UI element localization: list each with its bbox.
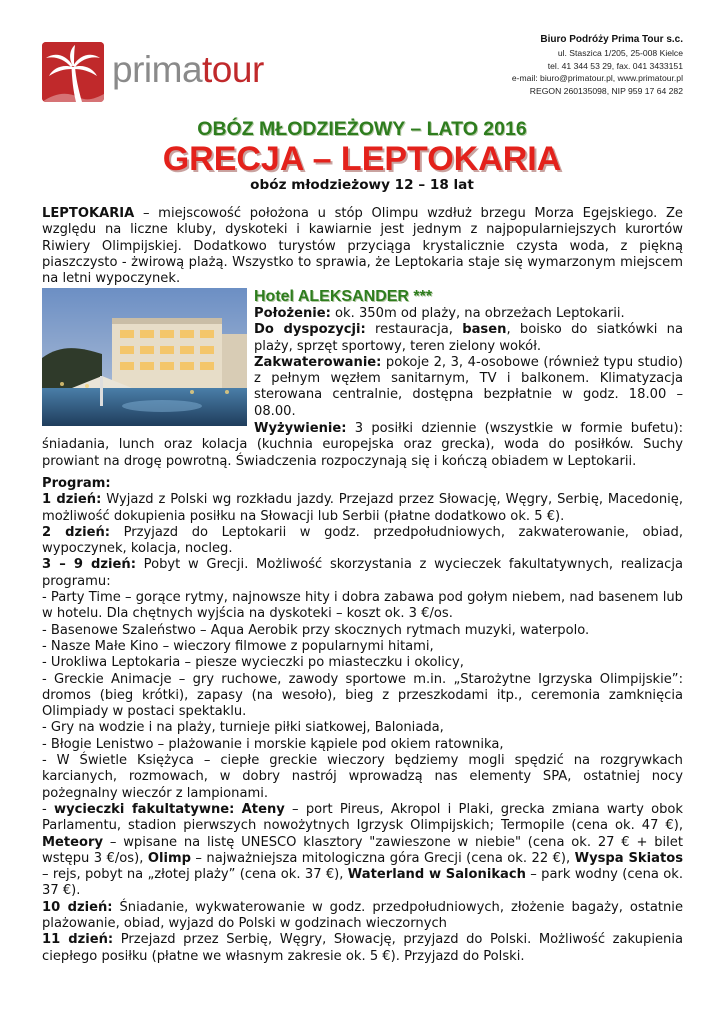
day-3-9-text: Pobyt w Grecji. Możliwość skorzystania z wycieczek fakultatywnych, realizacja programu: [42, 557, 683, 589]
hotel-rooms-label: Zakwaterowanie: [254, 354, 382, 370]
list-item: - Nasze Małe Kino – wieczory filmowe z popularnymi hitami, [42, 638, 434, 654]
excursions-label: wycieczki fakultatywne: [53, 801, 235, 817]
hotel-photo [42, 288, 247, 426]
optional-excursions [42, 802, 683, 900]
hotel-meals [42, 421, 683, 470]
day-10-text: Śniadanie, wykwaterowanie w godz. przedpołudniowych, złożenie bagaży, ostatnie plażowanie, obiad, wyjazd do Polski w godzinach wieczornych [42, 899, 683, 932]
day-10-label: 10 dzień: [42, 899, 113, 915]
day-1-label: 1 dzień: [42, 492, 102, 508]
excursion-ateny-label: Ateny [241, 801, 285, 817]
intro-place: LEPTOKARIA [42, 206, 135, 221]
program-heading-text: Program: [42, 476, 111, 491]
logo-wordmark [112, 48, 264, 92]
logo-word-tour: tour [202, 49, 264, 90]
hotel-rooms-text: pokoje 2, 3, 4-osobowe (również typu studio) z pełnym węzłem sanitarnym, TV i balkonem. Klimatyzacja sterowana centralnie, dostępna bezpłatnie w godz. 18.00 – 08.00. [254, 354, 683, 419]
hotel-location [254, 306, 683, 322]
hotel-location-text: ok. 350m od plaży, na obrzeżach Leptokarii. [330, 306, 625, 321]
day-2-text: Przyjazd do Leptokarii w godz. przedpołudniowych, zakwaterowanie, obiad, wypoczynek, kolacja, nocleg. [42, 524, 683, 557]
hotel-rooms [254, 355, 683, 420]
list-item: - Party Time – gorące rytmy, najnowsze hity i dobra zabawa pod gołym niebem, nad basenem lub w hotelu. Dla chętnych wyjścia na dyskoteki – koszt ok. 3 €/os. [42, 590, 683, 622]
excursion-waterland-label: Waterland w Salonikach [347, 867, 526, 883]
hotel-meals-label: Wyżywienie: [254, 421, 347, 436]
program-day-2 [42, 525, 683, 558]
hotel-facilities-text-a: restauracja, [365, 322, 463, 338]
excursion-meteory-text: – wpisane na listę UNESCO klasztory "zawieszone w niebie" (cena ok. 27 € + bilet wstępu 3 €/os), [42, 834, 683, 866]
excursions-prefix: - [42, 801, 54, 817]
day-11-text: Przejazd przez Serbię, Węgry, Słowację, przyjazd do Polski. Możliwość zakupienia ciepłego posiłku (płatne we własnym zakresie ok. 5 €). Przyjazd do Polski. [42, 932, 684, 964]
hotel-location-label: Położenie: [254, 306, 331, 321]
age-range: obóz młodzieżowy 12 – 18 lat [250, 177, 474, 193]
company-name: Biuro Podróży Prima Tour s.c. [540, 34, 683, 45]
primatour-logo [42, 42, 274, 102]
list-item: - Gry na wodzie i na plaży, turnieje piłki siatkowej, Baloniada, [42, 720, 444, 736]
day-3-9-label: 3 – 9 dzień: [42, 557, 136, 573]
program-day-3-9 [42, 557, 683, 590]
excursion-olimp-label: Olimp [147, 850, 191, 866]
excursion-ateny-text: – port Pireus, Akropol i Plaki, grecka zmiana warty obok Parlamentu, stadion pierwszych nowożytnych Igrzysk Olimpijskich; Termopile (cena ok. 47 €), [42, 801, 684, 834]
day-1-text: Wyjazd z Polski wg rozkładu jazdy. Przejazd przez Słowację, Węgry, Serbię, Macedonię, możliwość dokupienia posiłku na Słowacji lub Serbii (płatne dodatkowo ok. 5 €). [42, 492, 683, 524]
intro-text: – miejscowość położona u stóp Olimpu wzdłuż brzegu Morza Egejskiego. Ze względu na liczne kluby, dyskoteki i kawiarnie jest jednym z najpopularniejszych kurortów Riwiery Olimpijskiej. Dodatkowo turystów przyciąga krystalicznie czysta woda, z piękną piaszczysto - żwirową plażą. Wszystko to sprawia, że Leptokaria staje się wymarzonym miejscem na letni wypoczynek. [42, 206, 683, 287]
hotel-meals-text: 3 posiłki dziennie (wszystkie w formie bufetu): śniadania, lunch oraz kolacja (kuchnia europejska oraz grecka), woda do posiłków. Suchy prowiant na drogę powrotną. Świadczenia rozpoczynają się i kończą obiadem w Leptokarii. [42, 421, 683, 469]
offer-heading [0, 117, 724, 194]
excursion-skiatos-label: Wyspa Skiatos [574, 850, 683, 866]
program-heading [42, 476, 683, 492]
day-11-label: 11 dzień: [42, 932, 114, 948]
company-contact [512, 33, 683, 97]
day-2-label: 2 dzień: [42, 524, 111, 540]
hotel-facilities-pool: basen [462, 322, 507, 338]
intro-paragraph [42, 206, 683, 287]
list-item: - Urokliwa Leptokaria – piesze wycieczki po miasteczku i okolicy, [42, 655, 464, 671]
company-email: e-mail: biuro@primatour.pl, www.primatour.pl [511, 73, 683, 83]
company-address: ul. Staszica 1/205, 25-008 Kielce [557, 48, 683, 58]
program-section [42, 476, 683, 965]
company-regon: REGON 260135098, NIP 959 17 64 282 [529, 85, 683, 96]
excursion-olimp-text: – najważniejsza mitologiczna góra Grecji (cena ok. 22 €), [190, 850, 575, 866]
hotel-section [254, 287, 683, 420]
excursion-skiatos-text: – rejs, pobyt na „złotej plaży” (cena ok. 37 €), [42, 867, 348, 883]
list-item: - Greckie Animacje – gry ruchowe, zawody sportowe m.in. „Starożytne Igrzyska Olimpijskie”: dromos (bieg krótki), zapasy (na wesoło), bieg z przeszkodami itp., ceremonia zamknięcia Olimpiady w postaci spektaklu. [42, 671, 683, 720]
offer-subtitle: OBÓZ MŁODZIEŻOWY – LATO 2016 [197, 118, 527, 140]
offer-title: GRECJA – LEPTOKARIA [162, 140, 562, 178]
program-day-1 [42, 492, 683, 525]
hotel-facilities [254, 322, 683, 355]
program-day-11 [42, 932, 683, 965]
company-phone: tel. 41 344 53 29, fax. 041 3433151 [547, 60, 683, 71]
hotel-name: Hotel ALEKSANDER *** [254, 288, 433, 305]
list-item: - Basenowe Szaleństwo – Aqua Aerobik przy skocznych rytmach muzyki, waterpolo. [42, 622, 590, 638]
excursion-waterland-text: – park wodny (cena ok. 37 €). [42, 867, 684, 899]
palm-tree-logo-icon [42, 42, 104, 102]
list-item: - Błogie Lenistwo – plażowanie i morskie kąpiele pod okiem ratownika, [42, 736, 504, 752]
program-day-10 [42, 900, 683, 933]
list-item: - W Świetle Księżyca – ciepłe greckie wieczory będziemy mogli spędzić na rozgrywkach karcianych, rozmowach, w dobry nastrój wprowadzą nas elementy SPA, ostatniej nocy pożegnalny wieczór z lampionami. [42, 753, 683, 801]
logo-word-prima: prima [112, 49, 203, 90]
hotel-facilities-label: Do dyspozycji: [254, 322, 366, 338]
excursion-meteory-label: Meteory [42, 834, 104, 850]
hotel-facilities-text-b: , boisko do siatkówki na plaży, sprzęt sportowy, teren zielony wokół. [254, 322, 684, 354]
